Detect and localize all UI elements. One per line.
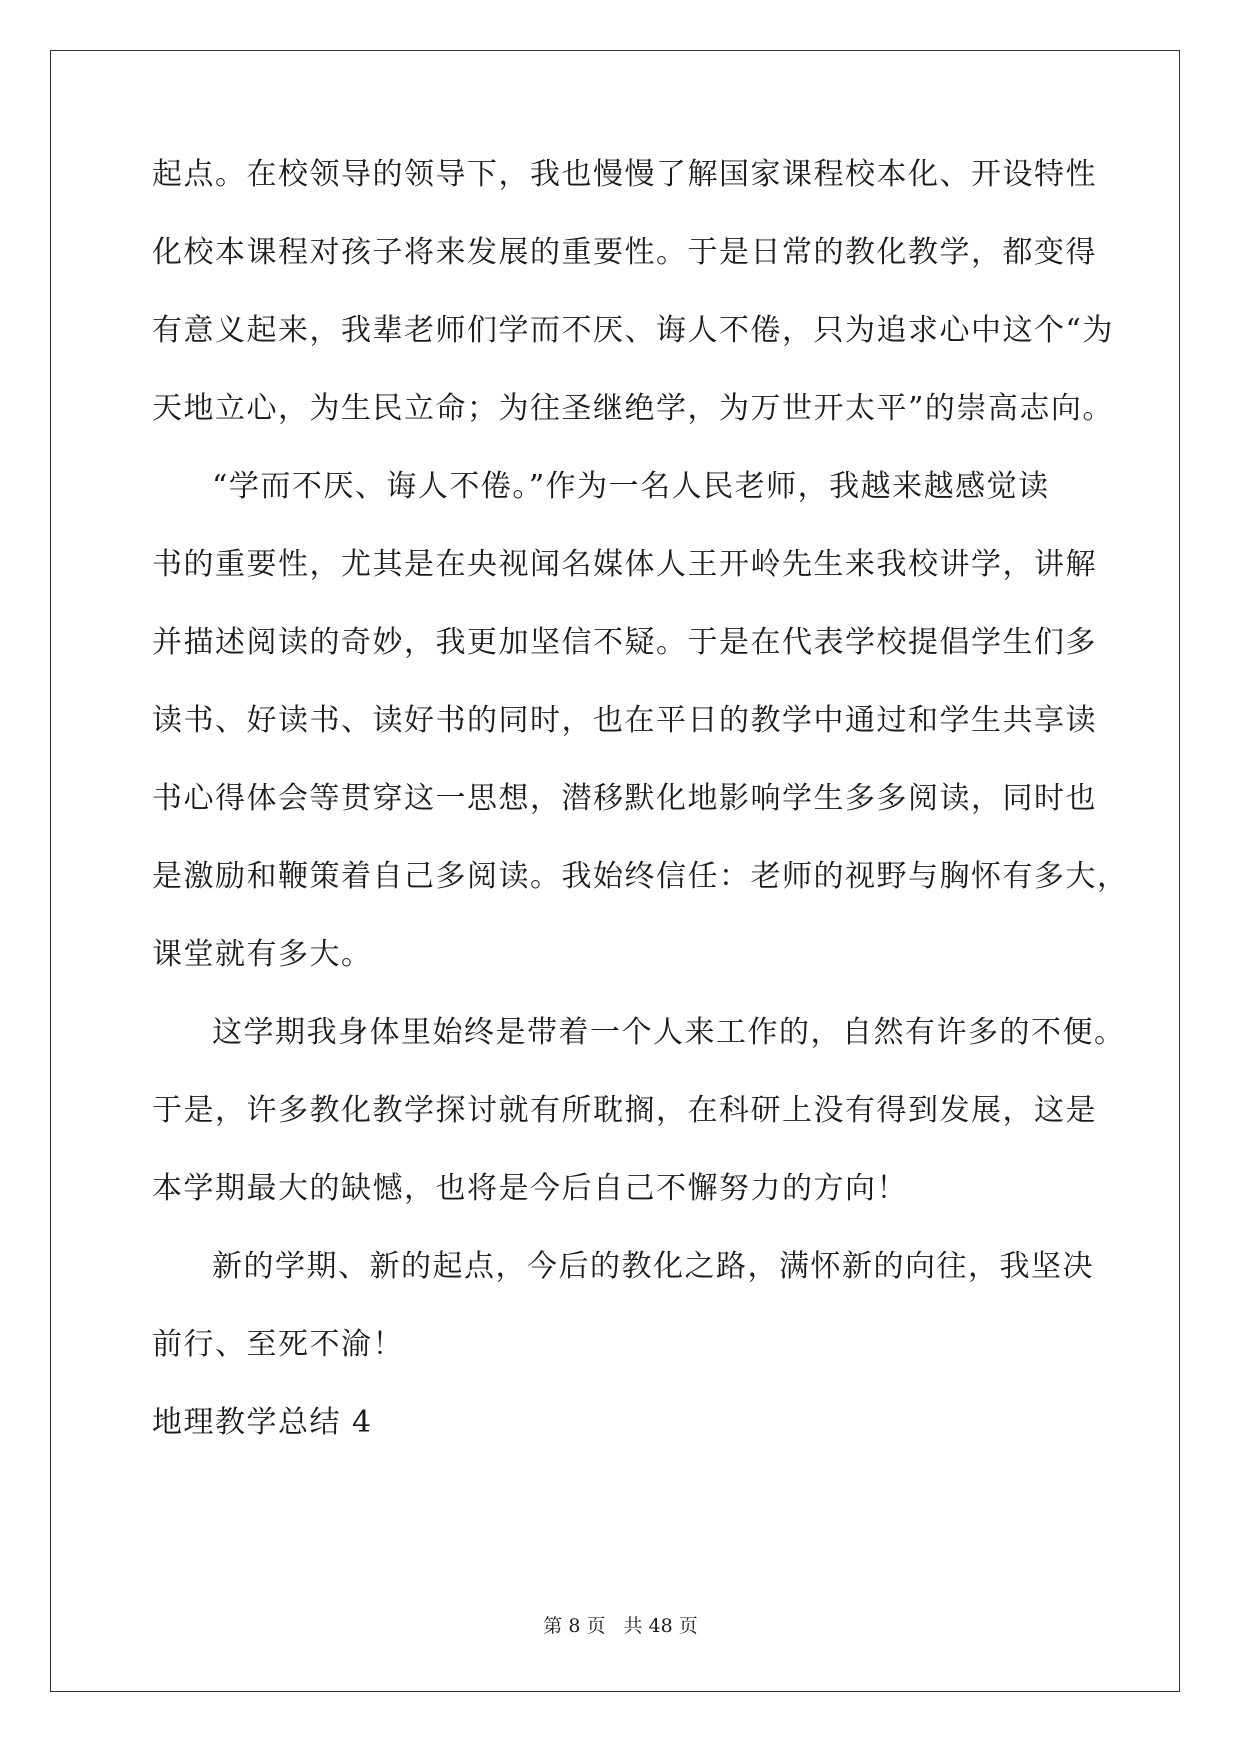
text-line: 这学期我身体里始终是带着一个人来工作的，自然有许多的不便。 xyxy=(212,1015,1126,1050)
page-total: 共 48 页 xyxy=(623,1615,698,1637)
text-line: 书心得体会等贯穿这一思想，潜移默化地影响学生多多阅读，同时也 xyxy=(152,781,1097,816)
document-body xyxy=(152,157,1129,1486)
text-line: 天地立心，为生民立命；为往圣继绝学，为万世开太平”的崇高志向。 xyxy=(152,391,1114,426)
text-line: 起点。在校领导的领导下，我也慢慢了解国家课程校本化、开设特性 xyxy=(152,157,1097,192)
text-line: 书的重要性，尤其是在央视闻名媒体人王开岭先生来我校讲学，讲解 xyxy=(152,547,1097,582)
text-line: 并描述阅读的奇妙，我更加坚信不疑。于是在代表学校提倡学生们多 xyxy=(152,625,1097,660)
page-number: 第 8 页 xyxy=(543,1615,606,1637)
text-line: 是激励和鞭策着自己多阅读。我始终信任：老师的视野与胸怀有多大， xyxy=(152,859,1129,894)
text-line: “学而不厌、诲人不倦。”作为一名人民老师，我越来越感觉读 xyxy=(212,469,1050,504)
text-line: 有意义起来，我辈老师们学而不厌、诲人不倦，只为追求心中这个“为 xyxy=(152,313,1114,348)
text-line: 于是，许多教化教学探讨就有所耽搁，在科研上没有得到发展，这是 xyxy=(152,1093,1097,1128)
text-line: 读书、好读书、读好书的同时，也在平日的教学中通过和学生共享读 xyxy=(152,703,1097,738)
page-footer xyxy=(0,1611,1241,1638)
section-heading: 地理教学总结 4 xyxy=(152,1405,373,1440)
text-line: 化校本课程对孩子将来发展的重要性。于是日常的教化教学，都变得 xyxy=(152,235,1097,270)
text-line: 前行、至死不渝！ xyxy=(152,1327,404,1362)
text-line: 课堂就有多大。 xyxy=(152,937,373,972)
text-line: 本学期最大的缺憾，也将是今后自己不懈努力的方向！ xyxy=(152,1171,908,1206)
text-line: 新的学期、新的起点，今后的教化之路，满怀新的向往，我坚决 xyxy=(212,1249,1094,1284)
